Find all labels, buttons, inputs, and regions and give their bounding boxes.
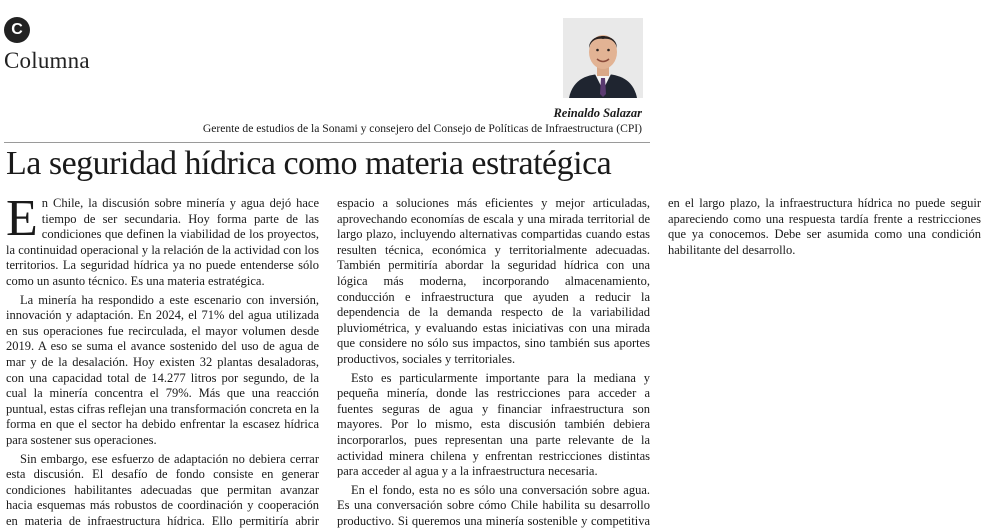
header-divider <box>4 142 650 143</box>
article-body <box>6 190 981 530</box>
author-name: Reinaldo Salazar <box>553 106 642 120</box>
paragraph-5: En el fondo, esta no es sólo una conversación sobre agua. Es una conversación sobre cómo Chile habilita su desarrollo productivo. Si queremos una minería sostenible y competitiva en el largo plazo, la infraestructura hídrica no puede seguir apareciendo como una respuesta tardía frente a restricciones que ya conocemos. Debe ser asumida como una condición habilitante del desarrollo. <box>337 196 981 528</box>
paragraph-2: La minería ha respondido a este escenario con inversión, innovación y adaptación. En 2024, el 71% del agua utilizada en sus operaciones fue recirculada, el mayor volumen desde 2019. A eso se suma el avance sostenido del uso de agua de mar y de la desalación. Hoy existen 32 plantas desaladoras, con una capacidad total de 14.277 litros por segundo, de la cual la minería concentra el 79%. Más que una reacción puntual, estas cifras reflejan una transformación concreta en la forma en que el sector ha debido enfrentar la escasez hídrica para sostener sus operaciones. <box>6 292 319 447</box>
author-photo <box>563 18 643 98</box>
section-label: Columna <box>4 48 90 73</box>
article-headline: La seguridad hídrica como materia estratégica <box>6 145 612 182</box>
column-badge: C <box>4 17 30 43</box>
paragraph-3: Sin embargo, ese esfuerzo de adaptación no debiera cerrar esta discusión. El desafío de fondo consiste en generar condiciones habilitantes adecuadas que permitan avanzar hacia esquemas más robustos de coordinación y cooperación en materia de infraestructura hídrica. Ello permitiría abrir espacio a soluciones más eficientes y mejor articuladas, aprovechando economías de escala y una mirada territorial de largo plazo, incluyendo alternativas compartidas cuando estas resulten técnica, económica y territorialmente adecuadas. También permitiría abordar la seguridad hídrica con una lógica más moderna, incorporando almacenamiento, conducción e infraestructura que ayuden a reducir la dependencia de la demanda respecto de la variabilidad pluviométrica, y evaluando estas iniciativas con una mirada que considere no sólo sus impactos, sino también sus aportes productivos, sociales y territoriales. <box>6 196 650 528</box>
author-role: Gerente de estudios de la Sonami y consejero del Consejo de Políticas de Infraestructura (CPI) <box>202 122 642 135</box>
paragraph-1 <box>6 190 319 290</box>
drop-cap: E <box>6 190 38 247</box>
paragraph-4: Esto es particularmente importante para la mediana y pequeña minería, donde las restricciones para acceder a fuentes seguras de agua y financiar infraestructura son mayores. Por lo mismo, esta discusión también debiera incorporarlos, pues representan una parte relevante de la actividad minera chilena y enfrentan restricciones distintas para acceder al agua y a la infraestructura necesaria. <box>337 370 650 479</box>
paragraph-1-text: n Chile, la discusión sobre minería y agua dejó hace tiempo de ser secundaria. Hoy forma parte de las condiciones que definen la viabilidad de los proyectos, la continuidad operacional y la relación de la actividad con los territorios. La seguridad hídrica ya no puede entenderse sólo como un asunto técnico. Es una materia estratégica. <box>6 196 319 288</box>
person-portrait-icon <box>563 18 643 98</box>
